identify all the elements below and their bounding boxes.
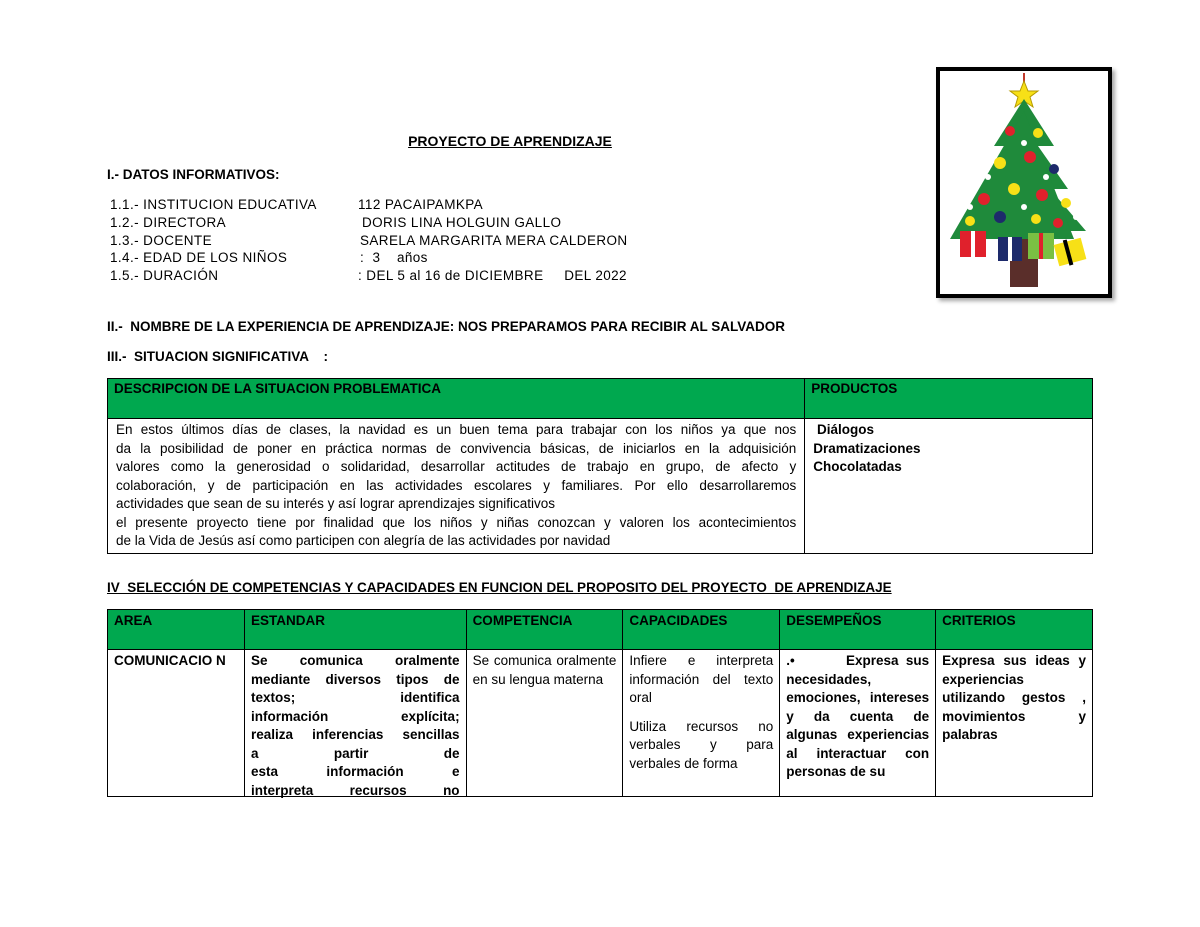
estandar-line: a partir de [250,745,460,761]
description-line: da la posibilidad de poner en práctica normas de convivencia básicas, de iniciarlos en la adquisición [116,440,797,456]
page-title: PROYECTO DE APRENDIZAJE [408,133,612,149]
christmas-tree-image [936,67,1112,298]
info-value: : 3 años [360,250,428,265]
area-text: COMUNICACIO N [114,653,226,668]
situation-products [805,419,1093,554]
comp-cell-estandar [244,650,466,797]
comp-header-estandar: ESTANDAR [244,610,466,650]
section-2-heading: II.- NOMBRE DE LA EXPERIENCIA DE APRENDIZAJE: NOS PREPARAMOS PARA RECIBIR AL SALVADOR [107,319,786,334]
info-label: 1.4.- EDAD DE LOS NIÑOS [110,250,288,265]
description-line: colaboración, y de participación en las actividades escolares y familiares. Por ello desarrollaremos [116,477,797,493]
estandar-line: mediante diversos tipos de [250,671,460,687]
estandar-line: interpreta recursos no [250,782,460,798]
comp-header-desempenos: DESEMPEÑOS [780,610,936,650]
comp-header-criterios: CRITERIOS [936,610,1093,650]
comp-cell-area [108,650,245,797]
comp-cell-desempenos [780,650,936,797]
capacidad-1: Infiere e interpreta información del texto oral [629,653,774,705]
comp-cell-competencia: Se comunica oralmente en su lengua materna [466,650,623,797]
product-item: Diálogos [813,422,874,437]
product-item: Chocolatadas [813,459,902,474]
section-3-heading: III.- SITUACION SIGNIFICATIVA : [107,349,328,364]
comp-header-capacidades: CAPACIDADES [623,610,780,650]
estandar-line: textos; identifica [250,690,460,705]
info-value: SARELA MARGARITA MERA CALDERON [360,233,628,248]
info-label: 1.1.- INSTITUCION EDUCATIVA [110,197,317,212]
estandar-line: información explícita; [250,708,460,724]
product-item: Dramatizaciones [813,440,921,456]
description-line: de la Vida de Jesús así como participen con alegría de las actividades por navidad [116,533,611,548]
description-line: valores como la generosidad o solidaridad, desarrollar actitudes de trabajo en grupo, de afecto y [116,459,797,474]
info-value: : DEL 5 al 16 de DICIEMBRE DEL 2022 [358,268,627,283]
info-value: DORIS LINA HOLGUIN GALLO [362,215,562,230]
comp-cell-capacidades [623,650,780,797]
situation-table [107,378,1093,554]
comp-header-competencia: COMPETENCIA [466,610,623,650]
info-label: 1.2.- DIRECTORA [110,215,227,230]
info-value: 112 PACAIPAMKPA [358,197,484,212]
section-1-heading: I.- DATOS INFORMATIVOS: [107,167,280,182]
situation-header-products: PRODUCTOS [805,379,1093,419]
comp-cell-criterios: Expresa sus ideas y experiencias utilizando gestos , movimientos y palabras [936,650,1093,797]
estandar-line: esta información e [250,764,460,779]
situation-header-description: DESCRIPCION DE LA SITUACION PROBLEMATICA [108,379,805,419]
competencies-table [107,609,1093,797]
desempeno-text: .• Expresa sus necesidades, emociones, intereses y da cuenta de algunas experiencias al interactuar con personas de su [786,653,933,779]
description-line: actividades que sean de su interés y así lograr aprendizajes significativos [116,496,555,511]
section-4-heading: IV SELECCIÓN DE COMPETENCIAS Y CAPACIDADES EN FUNCION DEL PROPOSITO DEL PROYECTO DE APRENDIZAJE [107,580,892,595]
info-label: 1.3.- DOCENTE [110,233,212,248]
description-line: el presente proyecto tiene por finalidad que los niños y niñas conozcan y valoren los acontecimientos [116,514,797,530]
info-label: 1.5.- DURACIÓN [110,268,219,283]
capacidad-2: Utiliza recursos no verbales y para verbales de forma [629,718,774,771]
description-line: En estos últimos días de clases, la navidad es un buen tema para trabajar con los niños ya que nos [116,422,797,437]
christmas-tree-icon [940,71,1108,294]
comp-header-area: AREA [108,610,245,650]
estandar-line: realiza inferencias sencillas [250,727,460,742]
situation-description [108,419,805,554]
estandar-line: Se comunica oralmente [250,653,460,668]
